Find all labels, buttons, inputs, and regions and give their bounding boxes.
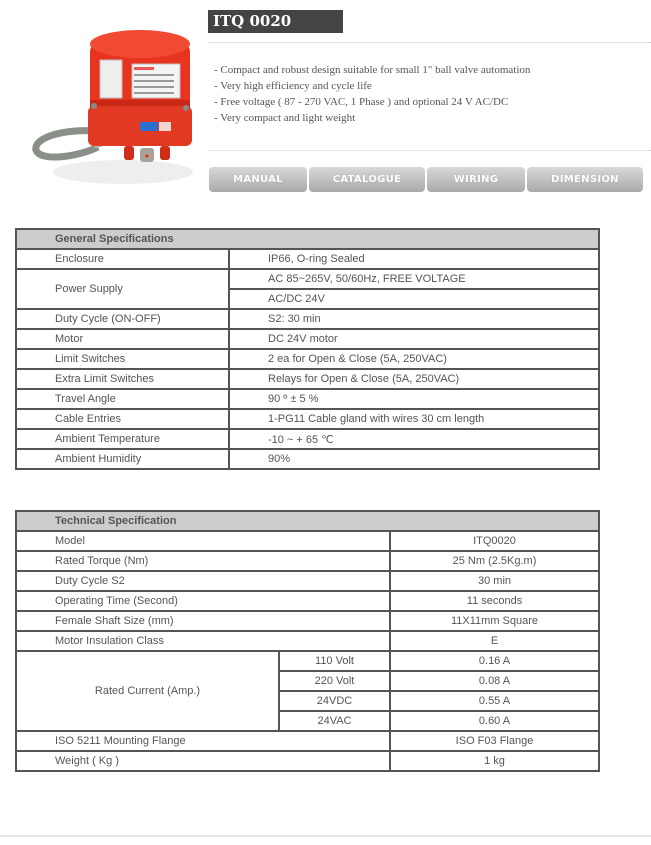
table-row — [16, 249, 599, 269]
table-row — [16, 571, 599, 591]
table-row — [16, 591, 599, 611]
spec-label: Duty Cycle (ON-OFF) — [16, 309, 229, 329]
table-row — [16, 551, 599, 571]
table-header: General Specifications — [16, 229, 599, 249]
spec-value: ISO F03 Flange — [390, 731, 599, 751]
spec-value: 2 ea for Open & Close (5A, 250VAC) — [229, 349, 599, 369]
feature-item: - Free voltage ( 87 - 270 VAC, 1 Phase ) and optional 24 V AC/DC — [214, 96, 509, 108]
catalogue-button[interactable]: CATALOGUE — [309, 167, 425, 192]
spec-label: Motor — [16, 329, 229, 349]
current-value: 0.60 A — [390, 711, 599, 731]
feature-item: - Compact and robust design suitable for small 1" ball valve automation — [214, 64, 531, 76]
technical-specification-table — [15, 510, 600, 772]
spec-label: Rated Torque (Nm) — [16, 551, 390, 571]
spec-label: Motor Insulation Class — [16, 631, 390, 651]
table-row — [16, 449, 599, 469]
table-row — [16, 349, 599, 369]
spec-value: IP66, O-ring Sealed — [229, 249, 599, 269]
spec-label: Travel Angle — [16, 389, 229, 409]
feature-list — [214, 62, 530, 126]
table-row — [16, 429, 599, 449]
table-row — [16, 369, 599, 389]
table-row — [16, 731, 599, 751]
divider — [208, 150, 651, 151]
spec-value: ITQ0020 — [390, 531, 599, 551]
spec-label: Duty Cycle S2 — [16, 571, 390, 591]
feature-item: - Very high efficiency and cycle life — [214, 80, 372, 92]
table-row — [16, 611, 599, 631]
table-row — [16, 329, 599, 349]
spec-value: DC 24V motor — [229, 329, 599, 349]
spec-value: S2: 30 min — [229, 309, 599, 329]
spec-value: AC 85~265V, 50/60Hz, FREE VOLTAGE — [229, 269, 599, 289]
spec-value: 1 kg — [390, 751, 599, 771]
table-row — [16, 651, 599, 671]
table-row — [16, 389, 599, 409]
table-row — [16, 269, 599, 289]
table-header-row — [16, 511, 599, 531]
spec-value: AC/DC 24V — [229, 289, 599, 309]
spec-label: Operating Time (Second) — [16, 591, 390, 611]
manual-button[interactable]: MANUAL — [209, 167, 307, 192]
current-value: 0.55 A — [390, 691, 599, 711]
general-specifications-table — [15, 228, 600, 470]
spec-value: 90% — [229, 449, 599, 469]
table-header-row — [16, 229, 599, 249]
table-row — [16, 751, 599, 771]
product-title: ITQ 0020 — [208, 10, 343, 33]
divider — [208, 42, 651, 43]
table-row — [16, 531, 599, 551]
product-image — [28, 22, 198, 192]
spec-value: 90 º ± 5 % — [229, 389, 599, 409]
table-row — [16, 631, 599, 651]
spec-value: 1-PG11 Cable gland with wires 30 cm length — [229, 409, 599, 429]
spec-label: Ambient Humidity — [16, 449, 229, 469]
spec-label: Cable Entries — [16, 409, 229, 429]
spec-value: 11 seconds — [390, 591, 599, 611]
spec-label: Model — [16, 531, 390, 551]
spec-label: ISO 5211 Mounting Flange — [16, 731, 390, 751]
wiring-button[interactable]: WIRING — [427, 167, 525, 192]
current-value: 0.08 A — [390, 671, 599, 691]
spec-label: Enclosure — [16, 249, 229, 269]
voltage-label: 24VAC — [279, 711, 390, 731]
dimension-button[interactable]: DIMENSION — [527, 167, 643, 192]
table-row — [16, 309, 599, 329]
spec-label: Limit Switches — [16, 349, 229, 369]
spec-value: -10 ~ + 65 ℃ — [229, 429, 599, 449]
spec-value: 30 min — [390, 571, 599, 591]
spec-value: Relays for Open & Close (5A, 250VAC) — [229, 369, 599, 389]
voltage-label: 24VDC — [279, 691, 390, 711]
spec-label: Weight ( Kg ) — [16, 751, 390, 771]
voltage-label: 220 Volt — [279, 671, 390, 691]
spec-label: Female Shaft Size (mm) — [16, 611, 390, 631]
spec-label: Ambient Temperature — [16, 429, 229, 449]
spec-value: 11X11mm Square — [390, 611, 599, 631]
feature-item: - Very compact and light weight — [214, 112, 356, 124]
spec-label: Extra Limit Switches — [16, 369, 229, 389]
rated-current-label: Rated Current (Amp.) — [16, 651, 279, 731]
current-value: 0.16 A — [390, 651, 599, 671]
footer-divider — [0, 835, 651, 837]
spec-value: 25 Nm (2.5Kg.m) — [390, 551, 599, 571]
table-row — [16, 409, 599, 429]
spec-label: Power Supply — [16, 269, 229, 309]
voltage-label: 110 Volt — [279, 651, 390, 671]
spec-value: E — [390, 631, 599, 651]
table-header: Technical Specification — [16, 511, 599, 531]
